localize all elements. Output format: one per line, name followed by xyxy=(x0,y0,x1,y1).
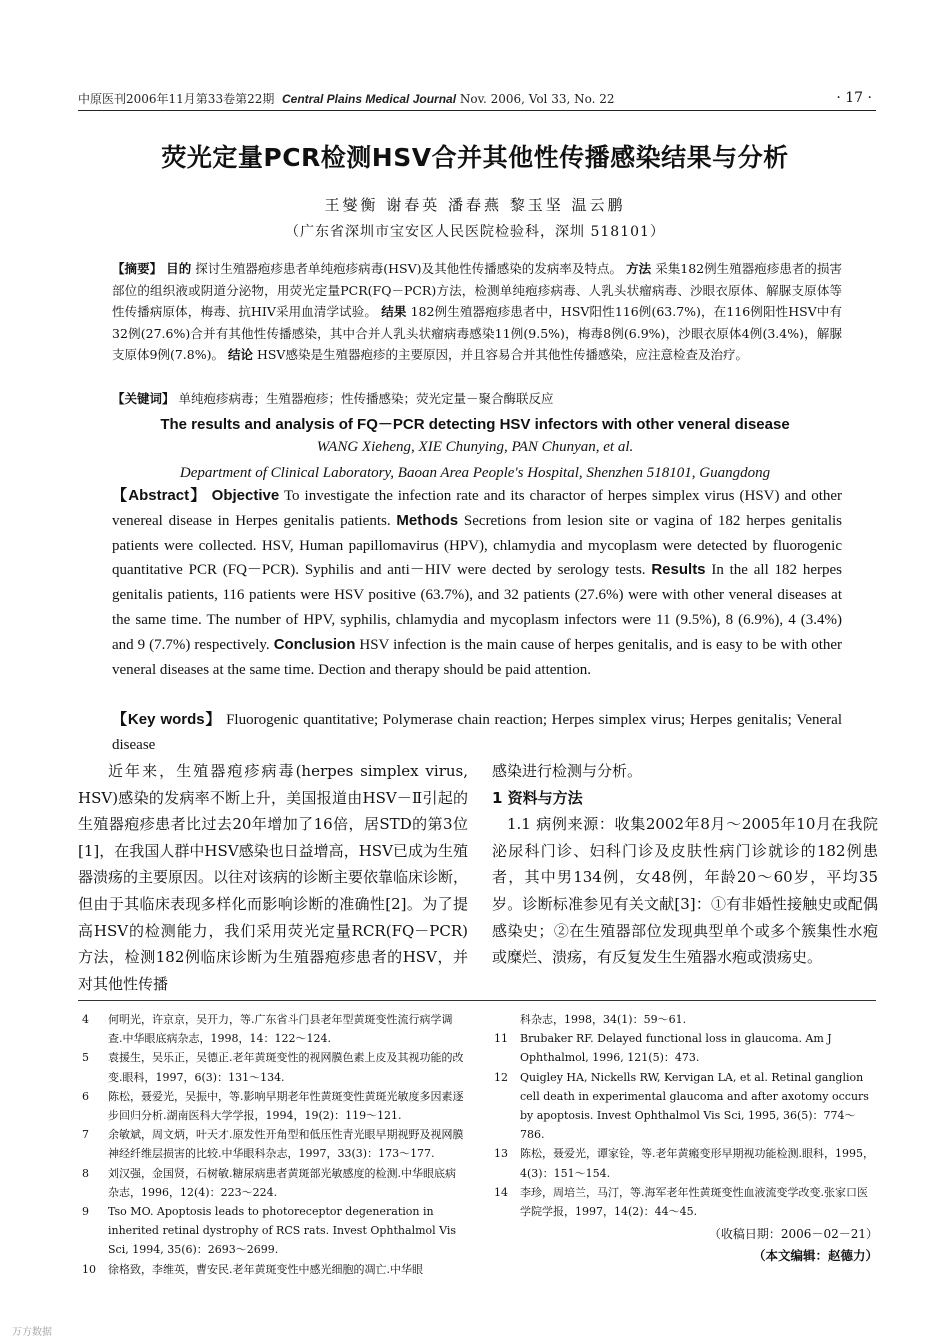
page-number: · 17 · xyxy=(836,90,872,106)
results-text: 182例生殖器疱疹患者中，HSV阳性116例(63.7%)，在116例阳性HSV中有32例(27.6%)合并有其他性传播感染，其中合并人乳头状瘤病毒感染11例(9.5%)，梅毒8例(6.9%)，沙眼衣原体4例(3.4%)，解脲支原体9例(7.8%)。 xyxy=(112,304,842,362)
en-objective-text: To investigate the infection rate and its charactor of herpes simplex virus (HSV) and other venereal disease in Herpes genitalis patients. xyxy=(112,488,843,529)
english-department: Department of Clinical Laboratory, Baoan Area People's Hospital, Shenzhen 518101, Guangdong xyxy=(179,465,771,481)
authors: 王燮衡 谢春英 潘春燕 黎玉坚 温云鹏 xyxy=(324,196,626,214)
reference-item: 14 李珍，周培兰，马汀，等.海军老年性黄斑变性血液流变学改变.张家口医学院学报，1997，14(2)：44～45. xyxy=(494,1185,868,1219)
article-title: 荧光定量PCR检测HSV合并其他性传播感染结果与分析 xyxy=(161,143,789,172)
intro-continued: 感染进行检测与分析。 xyxy=(492,762,643,780)
intro-paragraph: 近年来，生殖器疱疹病毒(herpes simplex virus, HSV)感染的发病率不断上升，美国报道由HSV－Ⅱ引起的生殖器疱疹患者比过去20年增加了16倍，居STD的第3位[1]，在我国人群中HSV感染也日益增高，HSV已成为生殖器溃疡的主要原因。以往对该病的诊断主要依靠临床诊断，但由于其临床表现多样化而影响诊断的准确性[2]。为了提高HSV的检测能力，我们采用荧光定量RCR(FQ－PCR)方法，检测182例临床诊断为生殖器疱疹患者的HSV，并对其他性传播 xyxy=(78,762,469,993)
watermark: 万方数据 xyxy=(12,1327,52,1338)
abstract-en xyxy=(112,484,842,682)
body-right-column xyxy=(492,758,878,971)
keywords-en-text: Fluorogenic quantitative; Polymerase chain reaction; Herpes simplex virus; Herpes genitalis; Veneral disease xyxy=(112,712,843,753)
en-results-text: In the all 182 herpes genitalis patients, 116 patients were HSV positive (63.7%), and 32 patients (27.6%) were with other veneral diseases at the same time. The number of HPV, syphilis, chlamydia and mycoplasm infectors were 11 (9.5%), 8 (6.9%), 4 (3.4%) and 9 (7.7%) respectively. xyxy=(112,562,843,653)
abstract-cn xyxy=(112,258,842,366)
conclusion-text: HSV感染是生殖器疱疹的主要原因，并且容易合并其他性传播感染，应注意检查及治疗。 xyxy=(256,347,748,362)
objective-label: 目的 xyxy=(166,261,192,276)
reference-item: 6 陈松，聂爱光，吴振中，等.影响早期老年性黄斑变性黄斑光敏度多因素逐步回归分析.湖南医科大学学报，1994，19(2)：119～121. xyxy=(82,1089,464,1123)
en-objective-label: Objective xyxy=(211,487,280,504)
objective-text: 探讨生殖器疱疹患者单纯疱疹病毒(HSV)及其他性传播感染的发病率及特点。 xyxy=(195,261,623,276)
journal-en: Central Plains Medical Journal xyxy=(282,92,457,106)
section-heading: 1 资料与方法 xyxy=(492,788,583,807)
reference-item: 5 袁援生，吴乐正，吴德正.老年黄斑变性的视网膜色素上皮及其视功能的改变.眼科，1997，6(3)：131～134. xyxy=(82,1051,464,1084)
reference-item: 科杂志，1998，34(1)：59～61. xyxy=(520,1013,687,1026)
en-methods-text: Secretions from lesion site or vagina of 182 herpes genitalis patients were collected. HSV, Human papillomavirus (HPV), chlamydia and mycoplasm were detected by fluorogenic quantitative PCR (FQ－PCR). Syphilis and anti－HIV were dected by serology tests. xyxy=(112,512,843,579)
reference-item: 4 何明光，许京京，吴开力，等.广东省斗门县老年型黄斑变性流行病学调查.中华眼底病杂志，1998，14：122～124. xyxy=(82,1013,453,1046)
abstract-en-label: 【Abstract】 xyxy=(112,487,207,504)
journal-cn: 中原医刊2006年11月第33卷第22期 xyxy=(78,92,275,106)
body-left-column xyxy=(78,758,468,997)
affiliation: （广东省深圳市宝安区人民医院检验科，深圳 518101） xyxy=(285,224,665,240)
reference-item: 11 Brubaker RF. Delayed functional loss in glaucoma. Am J Ophthalmol, 1996, 121(5)：473. xyxy=(494,1032,832,1065)
en-results-label: Results xyxy=(651,561,706,579)
references-left xyxy=(82,1010,466,1279)
received-date: （收稿日期：2006－02－21） xyxy=(708,1227,878,1242)
header-rule xyxy=(78,110,876,111)
editor: （本文编辑：赵德力） xyxy=(752,1248,878,1264)
reference-item: 9 Tso MO. Apoptosis leads to photoreceptor degeneration in inherited retinal dystrophy of RCS rats. Invest Ophthalmol Vis Sci, 1994, 35(6)：2693～2699. xyxy=(82,1205,457,1257)
abstract-cn-label: 【摘要】 xyxy=(112,261,163,276)
reference-item: 10 徐格致，李维英，曹安民.老年黄斑变性中感光细胞的凋亡.中华眼 xyxy=(82,1262,423,1276)
keywords-en xyxy=(112,708,842,758)
en-conclusion-label: Conclusion xyxy=(273,635,356,653)
running-header xyxy=(78,90,878,107)
references-divider xyxy=(78,1000,876,1001)
english-title: The results and analysis of FQ－PCR detecting HSV infectors with other veneral disease xyxy=(160,416,790,433)
reference-item: 7 余敏斌，周文炳，叶天才.原发性开角型和低压性青光眼早期视野及视网膜神经纤维层损害的比较.中华眼科杂志，1997，33(3)：173～177. xyxy=(82,1128,464,1161)
reference-item: 13 陈松，聂爱光，谭家铨，等.老年黄瘢变形早期视功能检测.眼科，1995，4(3)：151～154. xyxy=(494,1147,874,1180)
keywords-en-label: 【Key words】 xyxy=(112,711,222,728)
conclusion-label: 结论 xyxy=(227,347,253,362)
reference-item: 8 刘汉强，金国贤，石树敏.糖尿病患者黄斑部光敏感度的检测.中华眼底病杂志，1996，12(4)：223～224. xyxy=(82,1166,456,1199)
english-authors: WANG Xieheng, XIE Chunying, PAN Chunyan, et al. xyxy=(316,439,634,455)
en-conclusion-text: HSV infection is the main cause of herpes genitalis, and is easy to be with other veneral diseases at the same time. Dection and therapy should be paid attention. xyxy=(112,636,843,678)
keywords-cn-label: 【关键词】 xyxy=(112,391,175,406)
issue-en: Nov. 2006, Vol 33, No. 22 xyxy=(459,92,615,106)
references-right xyxy=(494,1010,878,1266)
en-methods-label: Methods xyxy=(396,511,459,529)
keywords-cn xyxy=(112,388,842,410)
methods-text: 采集182例生殖器疱疹患者的损害部位的组织液或阴道分泌物，用荧光定量PCR(FQ－PCR)方法，检测单纯疱疹病毒、人乳头状瘤病毒、沙眼衣原体、解脲支原体等性传播病原体，梅毒、抗HIV采用血清学试验。 xyxy=(112,261,842,319)
reference-item: 12 Quigley HA, Nickells RW, Kervigan LA, et al. Retinal ganglion cell death in experimental glaucoma and after axotomy occurs by apoptosis. Invest Ophthalmol Vis Sci, 1995, 36(5)：774～786. xyxy=(494,1070,869,1142)
subsection-1-1: 1.1 病例来源：收集2002年8月～2005年10月在我院泌尿科门诊、妇科门诊及皮肤性病门诊就诊的182例患者，其中男134例，女48例，年龄20～60岁，平均35岁。诊断标准参见有关文献[3]：①有非婚性接触史或配偶感染史；②在生殖器部位发现典型单个或多个簇集性水疱或糜烂、溃疡，有反复发生生殖器水疱或溃疡史。 xyxy=(492,815,878,967)
results-label: 结果 xyxy=(381,304,407,319)
methods-label: 方法 xyxy=(626,261,652,276)
keywords-cn-text: 单纯疱疹病毒；生殖器疱疹；性传播感染；荧光定量－聚合酶联反应 xyxy=(178,391,554,406)
